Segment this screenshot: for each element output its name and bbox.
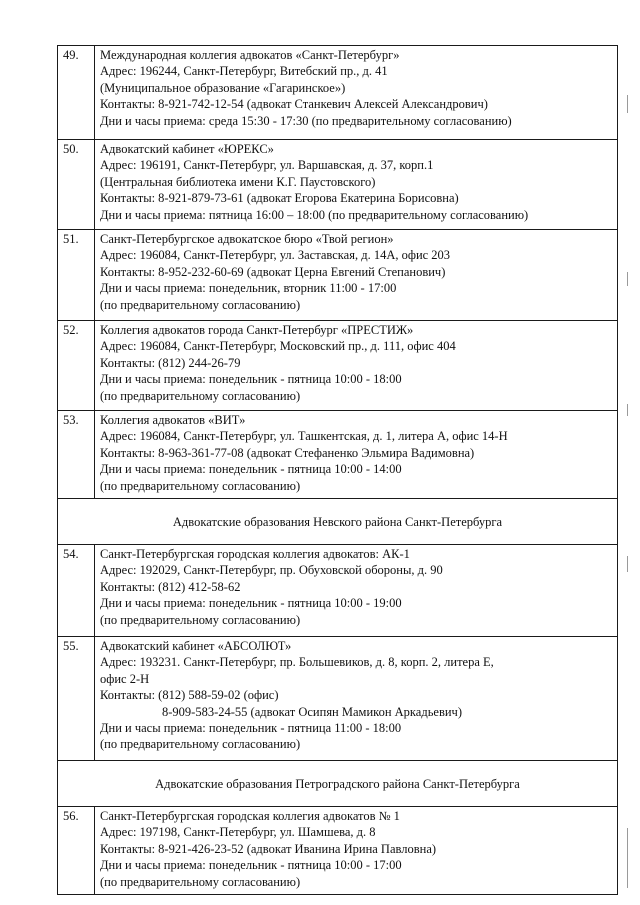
registry-entry-row [58, 637, 618, 761]
entry-line: (Центральная библиотека имени К.Г. Паустовского) [100, 174, 376, 189]
registry-entry-row [58, 411, 618, 499]
entry-details [95, 321, 618, 411]
entry-line: 8-909-583-24-55 (адвокат Осипян Мамикон Аркадьевич) [162, 704, 462, 719]
entry-number: 52. [58, 321, 95, 411]
entry-line: Дни и часы приема: понедельник - пятница 10:00 - 14:00 [100, 462, 402, 477]
entry-line: (по предварительному согласованию) [100, 612, 301, 627]
entry-number: 54. [58, 545, 95, 637]
entry-line: Контакты: (812) 588-59-02 (офис) [100, 688, 279, 703]
entry-line: (Муниципальное образование «Гагаринское») [100, 80, 346, 95]
registry-entry-row [58, 230, 618, 321]
entry-line: Санкт-Петербургская городская коллегия адвокатов № 1 [100, 809, 400, 823]
entry-line: Дни и часы приема: понедельник - пятница 10:00 - 19:00 [100, 596, 402, 611]
entry-line: офис 2-Н [100, 671, 150, 686]
entry-line: Контакты: 8-952-232-60-69 (адвокат Церна Евгений Степанович) [100, 264, 446, 279]
section-heading: Адвокатские образования Невского района Санкт-Петербурга [58, 499, 618, 545]
entry-details [95, 411, 618, 499]
entry-line: Контакты: 8-963-361-77-08 (адвокат Стефаненко Эльмира Вадимовна) [100, 445, 475, 460]
registry-entry-row [58, 545, 618, 637]
entry-line: Международная коллегия адвокатов «Санкт-Петербург» [100, 48, 400, 62]
entry-line: Коллегия адвокатов «ВИТ» [100, 413, 246, 427]
entry-line: Адрес: 196084, Санкт-Петербург, Московский пр., д. 111, офис 404 [100, 339, 456, 354]
entry-details [95, 807, 618, 895]
section-heading: Адвокатские образования Петроградского района Санкт-Петербурга [58, 761, 618, 807]
entry-line: Дни и часы приема: понедельник - пятница 11:00 - 18:00 [100, 721, 402, 736]
entry-line: (по предварительному согласованию) [100, 737, 301, 752]
entry-line: Контакты: (812) 244-26-79 [100, 355, 241, 370]
entry-line: Дни и часы приема: среда 15:30 - 17:30 (по предварительному согласованию) [100, 113, 512, 128]
entry-line: Адрес: 193231. Санкт-Петербург, пр. Большевиков, д. 8, корп. 2, литера Е, [100, 655, 494, 670]
entry-details [95, 230, 618, 321]
entry-line: Контакты: 8-921-742-12-54 (адвокат Станкевич Алексей Александрович) [100, 97, 488, 112]
entry-line: Контакты: (812) 412-58-62 [100, 579, 241, 594]
entry-line: Адрес: 192029, Санкт-Петербург, пр. Обуховской обороны, д. 90 [100, 563, 443, 578]
entry-line: Дни и часы приема: понедельник - пятница 10:00 - 18:00 [100, 372, 402, 387]
entry-line: Адрес: 196191, Санкт-Петербург, ул. Варшавская, д. 37, корп.1 [100, 158, 434, 173]
entry-line: Адрес: 196244, Санкт-Петербург, Витебский пр., д. 41 [100, 64, 388, 79]
entry-details [95, 637, 618, 761]
scan-edge-mark [627, 272, 628, 286]
registry-entry-row [58, 321, 618, 411]
scan-edge-mark [627, 404, 628, 416]
entry-number: 49. [58, 46, 95, 140]
entry-line: Дни и часы приема: понедельник - пятница 10:00 - 17:00 [100, 858, 402, 873]
entry-line: Контакты: 8-921-879-73-61 (адвокат Егорова Екатерина Борисовна) [100, 191, 459, 206]
entry-details [95, 140, 618, 230]
entry-number: 56. [58, 807, 95, 895]
entry-details [95, 545, 618, 637]
registry-entry-row [58, 807, 618, 895]
entry-line: Коллегия адвокатов города Санкт-Петербург «ПРЕСТИЖ» [100, 323, 414, 337]
entry-line: Дни и часы приема: пятница 16:00 – 18:00 (по предварительному согласованию) [100, 207, 529, 222]
lawyer-registry-table [57, 45, 618, 895]
entry-line: (по предварительному согласованию) [100, 388, 301, 403]
entry-line: Адвокатский кабинет «ЮРЕКС» [100, 142, 274, 156]
entry-line: (по предварительному согласованию) [100, 297, 301, 312]
registry-body [58, 46, 618, 895]
registry-entry-row [58, 46, 618, 140]
entry-number: 55. [58, 637, 95, 761]
entry-line: Контакты: 8-921-426-23-52 (адвокат Иванина Ирина Павловна) [100, 841, 437, 856]
entry-line: Адрес: 196084, Санкт-Петербург, ул. Заставская, д. 14А, офис 203 [100, 248, 451, 263]
section-heading-row [58, 499, 618, 545]
scan-edge-mark [627, 95, 628, 113]
entry-line: Дни и часы приема: понедельник, вторник 11:00 - 17:00 [100, 281, 397, 296]
entry-number: 51. [58, 230, 95, 321]
registry-entry-row [58, 140, 618, 230]
scan-edge-mark [627, 828, 628, 888]
section-heading-row [58, 761, 618, 807]
entry-details [95, 46, 618, 140]
entry-number: 53. [58, 411, 95, 499]
entry-line: (по предварительному согласованию) [100, 874, 301, 889]
entry-line: Адрес: 197198, Санкт-Петербург, ул. Шамшева, д. 8 [100, 825, 376, 840]
entry-line: Санкт-Петербургское адвокатское бюро «Твой регион» [100, 232, 394, 246]
entry-line: Адвокатский кабинет «АБСОЛЮТ» [100, 639, 292, 653]
entry-number: 50. [58, 140, 95, 230]
entry-line: (по предварительному согласованию) [100, 478, 301, 493]
entry-line: Адрес: 196084, Санкт-Петербург, ул. Ташкентская, д. 1, литера А, офис 14-Н [100, 429, 508, 444]
entry-line: Санкт-Петербургская городская коллегия адвокатов: АК-1 [100, 547, 410, 561]
scan-edge-mark [627, 556, 628, 572]
